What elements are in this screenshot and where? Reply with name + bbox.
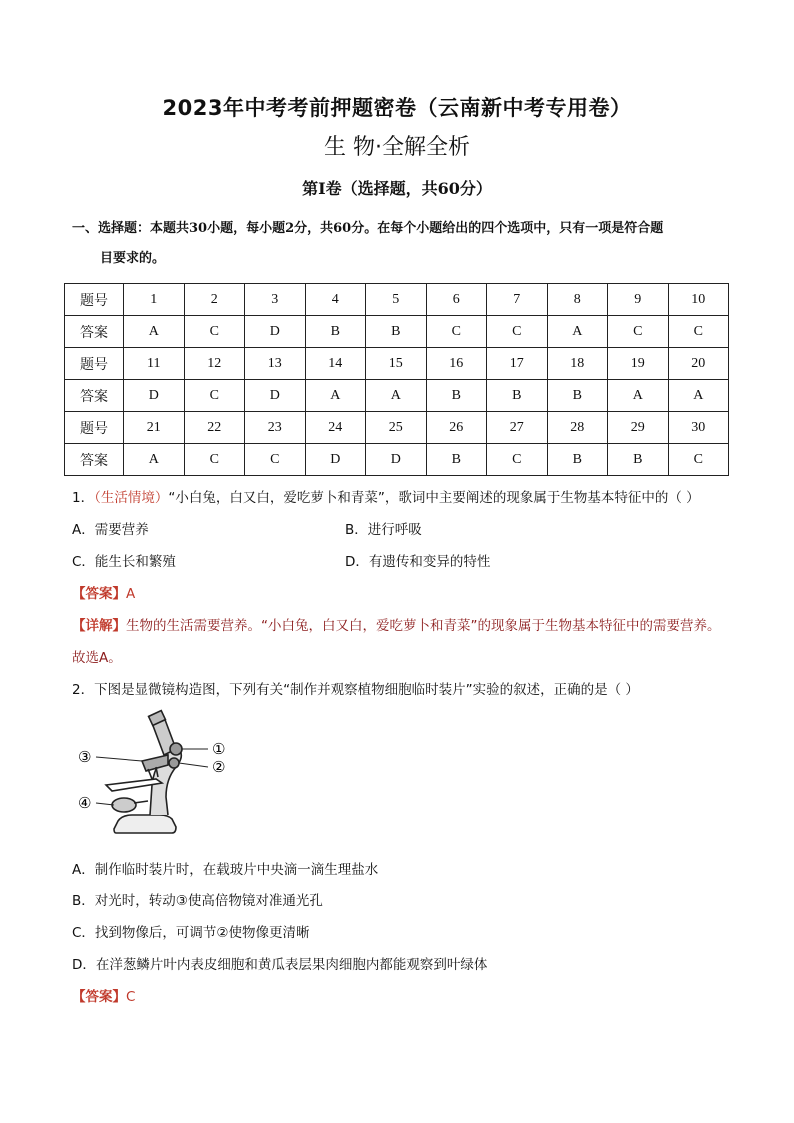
question-number-header: 题号 [65,412,124,444]
figure-label-3: ③ [78,748,92,766]
table-cell: B [487,380,548,412]
table-cell: 9 [608,284,669,316]
question-1-detail [72,614,732,634]
table-cell: 16 [426,348,487,380]
question-1-text: “小白兔，白又白，爱吃萝卜和青菜”，歌词中主要阐述的现象属于生物基本特征中的（ ） [168,490,700,506]
question-number-header: 题号 [65,348,124,380]
table-cell: 27 [487,412,548,444]
table-cell: 8 [547,284,608,316]
figure-label-2: ② [212,758,226,776]
table-cell: 15 [366,348,427,380]
table-cell: 4 [305,284,366,316]
table-cell: C [184,380,245,412]
table-cell: 13 [245,348,306,380]
question-2-option-b: B．对光时，转动③使高倍物镜对准通光孔 [72,893,323,909]
table-cell: A [608,380,669,412]
table-row [65,444,729,476]
table-cell: B [547,380,608,412]
table-cell: 28 [547,412,608,444]
table-cell: D [366,444,427,476]
table-cell: C [608,316,669,348]
table-cell: A [124,316,185,348]
answer-header: 答案 [65,444,124,476]
detail-text: 生物的生活需要营养。“小白兔，白又白，爱吃萝卜和青菜”的现象属于生物基本特征中的需要营养。 [126,618,721,634]
answer-value: C [126,989,136,1005]
table-cell: 5 [366,284,427,316]
table-cell: 25 [366,412,427,444]
question-2-answer [72,985,135,1005]
question-1-option-a: A．需要营养 [72,522,149,538]
instructions [72,214,732,274]
table-cell: 24 [305,412,366,444]
table-cell: 2 [184,284,245,316]
question-2-option-a: A．制作临时装片时，在载玻片中央滴一滴生理盐水 [72,862,379,878]
table-cell: A [547,316,608,348]
table-cell: 18 [547,348,608,380]
table-row [65,380,729,412]
question-2-stem: 2．下图是显微镜构造图，下列有关“制作并观察植物细胞临时装片”实验的叙述，正确的是（ ） [72,682,639,698]
document-title: 2023年中考考前押题密卷（云南新中考专用卷） [162,96,632,120]
table-cell: 3 [245,284,306,316]
table-cell: 30 [668,412,729,444]
question-2-option-c: C．找到物像后，可调节②使物像更清晰 [72,925,310,941]
table-cell: D [245,316,306,348]
detail-label: 【详解】 [72,618,126,634]
question-1-stem [72,486,700,506]
table-cell: D [305,444,366,476]
table-cell: 17 [487,348,548,380]
table-cell: A [366,380,427,412]
table-row [65,412,729,444]
figure-label-4: ④ [78,794,92,812]
table-cell: B [547,444,608,476]
question-1-tag: （生活情境） [94,490,169,506]
table-cell: 6 [426,284,487,316]
table-cell: 19 [608,348,669,380]
table-cell: C [426,316,487,348]
section-title: 第Ⅰ卷（选择题，共60分） [302,179,492,198]
table-cell: 29 [608,412,669,444]
answer-label: 【答案】 [72,586,126,602]
table-cell: 10 [668,284,729,316]
table-cell: C [487,444,548,476]
document-subtitle: 生 物·全解全析 [324,135,470,160]
table-cell: 26 [426,412,487,444]
question-number-header: 题号 [65,284,124,316]
table-cell: 11 [124,348,185,380]
answer-value: A [126,586,136,602]
table-cell: C [184,444,245,476]
table-row [65,316,729,348]
answer-table [64,283,729,476]
table-cell: C [245,444,306,476]
table-cell: 22 [184,412,245,444]
question-1-option-d: D．有遗传和变异的特性 [345,554,491,570]
table-cell: 1 [124,284,185,316]
figure-label-1: ① [212,740,226,758]
table-cell: C [487,316,548,348]
question-1-conclusion: 故选A。 [72,650,122,666]
table-cell: 23 [245,412,306,444]
table-cell: D [124,380,185,412]
instructions-line-2: 目要求的。 [100,251,166,266]
table-cell: D [245,380,306,412]
table-cell: B [426,380,487,412]
table-cell: B [608,444,669,476]
table-cell: A [305,380,366,412]
question-1-number: 1． [72,490,95,506]
question-1-option-b: B．进行呼吸 [345,522,422,538]
table-cell: 21 [124,412,185,444]
answer-header: 答案 [65,380,124,412]
instructions-line-1: 一、选择题：本题共30小题，每小题2分，共60分。在每个小题给出的四个选项中，只有一项是符合题 [72,221,664,236]
table-cell: A [668,380,729,412]
microscope-figure [72,705,272,845]
table-cell: C [184,316,245,348]
answer-header: 答案 [65,316,124,348]
table-cell: A [124,444,185,476]
table-cell: 12 [184,348,245,380]
question-1-answer [72,582,135,602]
question-1-option-c: C．能生长和繁殖 [72,554,176,570]
table-cell: B [305,316,366,348]
table-cell: 7 [487,284,548,316]
table-cell: 14 [305,348,366,380]
table-row [65,284,729,316]
answer-label: 【答案】 [72,989,126,1005]
table-cell: C [668,444,729,476]
table-cell: C [668,316,729,348]
table-cell: B [366,316,427,348]
table-row [65,348,729,380]
table-cell: B [426,444,487,476]
table-cell: 20 [668,348,729,380]
question-2-option-d: D．在洋葱鳞片叶内表皮细胞和黄瓜表层果肉细胞内都能观察到叶绿体 [72,957,488,973]
